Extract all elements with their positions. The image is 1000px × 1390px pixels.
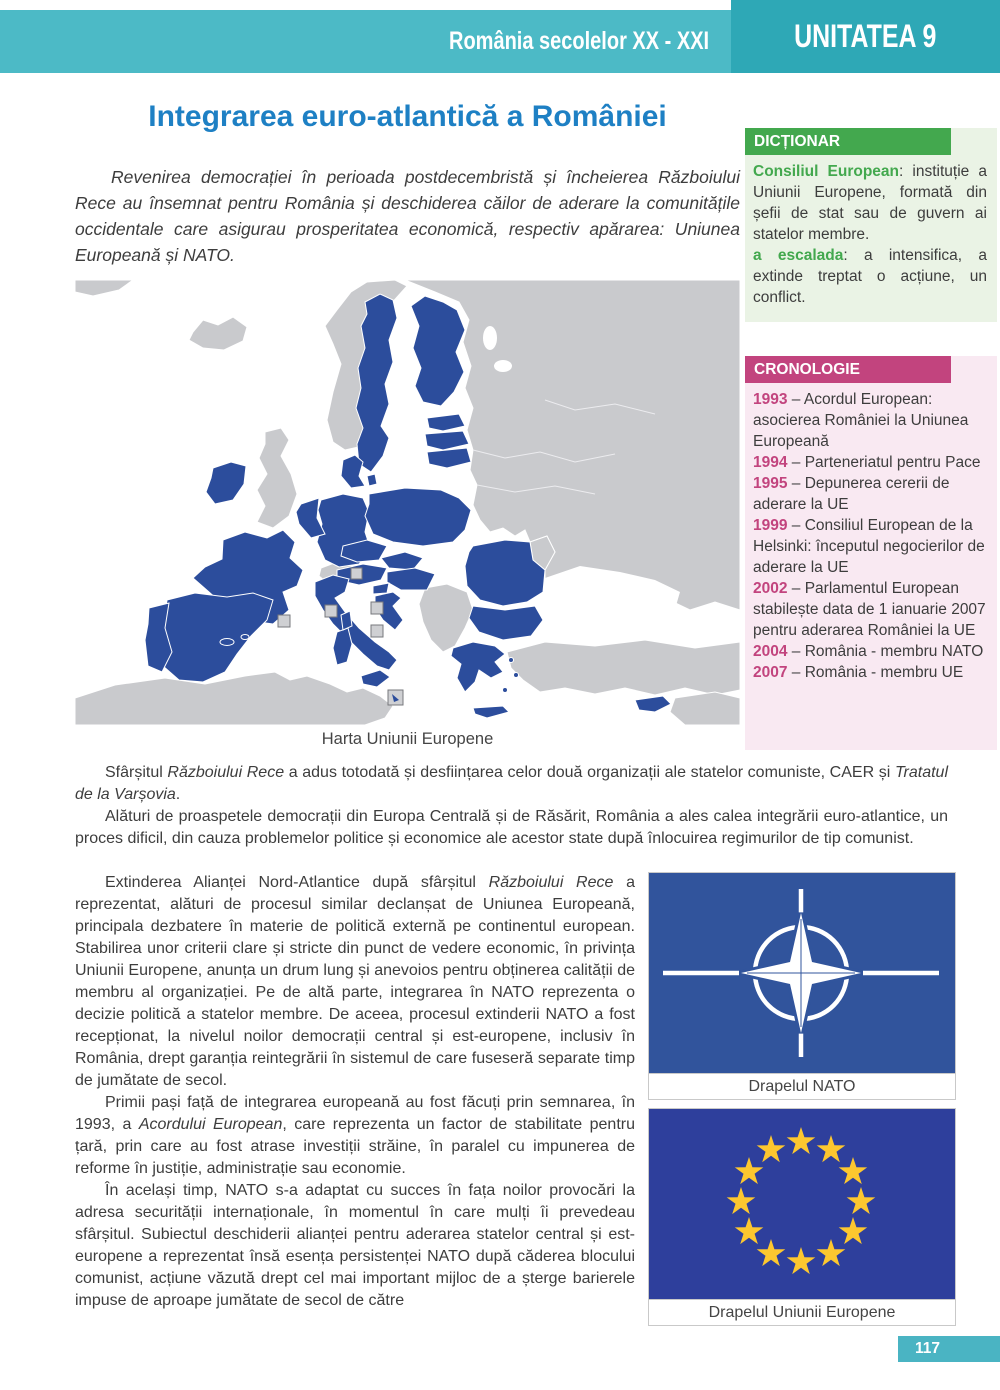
- dictionary-box: [745, 128, 997, 322]
- body-text-narrow: [75, 872, 635, 1312]
- nato-flag-image: [649, 873, 955, 1073]
- unit-badge: [731, 0, 1000, 73]
- paragraph: În același timp, NATO s-a adaptat cu succes în fața noilor provocări la adresa securității internaționale, în momentul în care mulți îi prevedeau sfârșitul. Subiectul deschiderii alianței pentru aderarea statelor central și est-europene a reprezentat însă esența persistenței NATO după căderea blocului comunist, acțiune văzută drept cel mai important mijloc de a șterge barierele impuse de aproape jumătate de secol de către: [75, 1182, 635, 1309]
- map-turkey: [507, 640, 740, 695]
- eu-flag-caption: Drapelul Uniunii Europene: [649, 1299, 955, 1325]
- nato-flag-figure: [648, 872, 956, 1100]
- unit-label: UNITATEA 9: [794, 18, 937, 54]
- chronology-entry: 1995 – Depunerea cererii de aderare la UE: [753, 475, 950, 513]
- map-corsica: [341, 611, 352, 630]
- chronology-title: CRONOLOGIE: [745, 356, 951, 383]
- paragraph: Extinderea Alianței Nord-Atlantice după sfârșitul Războiului Rece a reprezentat, alături de procesul similar declanșat de Uniunea Europeană, principala dezbatere în materie de politică externă pe continentul european. Stabilirea unor criterii clare și stricte din punct de vedere economic, în privința Uniunii Europene, anunța un drum lung și anevoios pentru obținerea calității de membru al organizației. Pe de altă parte, integrarea în NATO reprezenta o decizie politică a statelor membre. De aceea, procesul extinderii NATO a fost recepționat, la nivelul noilor democrații central și est-europene, inclusiv în România, drept garanția reintegrării în sistemul de care fuseseră separate timp de jumătate de secol.: [75, 874, 636, 1089]
- chronology-box: [745, 356, 997, 750]
- map-liechtenstein-marker: [351, 568, 362, 579]
- map-san-marino-marker: [371, 602, 383, 614]
- breadcrumb: România secolelor XX - XXI: [448, 27, 709, 55]
- dictionary-entries: [753, 161, 987, 308]
- chronology-entry: 2007 – România - membru UE: [753, 664, 964, 681]
- chronology-entry: 2002 – Parlamentul European stabilește data de 1 ianuarie 2007 pentru aderarea României la UE: [753, 580, 986, 639]
- eu-map-figure: [75, 280, 740, 758]
- map-vatican-marker: [371, 625, 383, 637]
- paragraph: Primii pași față de integrarea europeană au fost făcuți prin semnarea, în 1993, a Acordului European, care reprezenta un factor de stabilitate pentru țară, prin care au fost atrase investiții străine, în paralel cu impunerea de reforme în justiție, administrație sau economie.: [75, 1094, 636, 1177]
- paragraph: Sfârșitul Războiului Rece a adus totodată și desființarea celor două organizații ale statelor comuniste, CAER și Tratatul de la Varșovia.: [75, 764, 948, 803]
- header-band: [0, 10, 731, 73]
- chronology-entries: [753, 389, 987, 683]
- chronology-entry: 1993 – Acordul European: asocierea României la Uniunea Europeană: [753, 391, 969, 450]
- chronology-entry: 1999 – Consiliul European de la Helsinki: începutul negocierilor de aderare la UE: [753, 517, 985, 576]
- body-text-full: [75, 762, 948, 850]
- chronology-entry: 1994 – Parteneriatul pentru Pace: [753, 454, 981, 471]
- dictionary-entry: Consiliul European: instituție a Uniunii Europene, formată din șefii de stat sau de guvern ai statelor membre.: [753, 163, 988, 243]
- page-title: Integrarea euro-atlantică a României: [148, 100, 667, 133]
- map-monaco-marker: [325, 605, 337, 617]
- map-caption: Harta Uniunii Europene: [75, 730, 740, 749]
- intro-paragraph: Revenirea democrației în perioada postdecembristă și încheierea Războiului Rece au însemnat pentru România și deschiderea căilor de aderare la comunitățile occidentale care asigurau prosperitatea economică, respectiv apărarea: Uniunea Europeană și NATO.: [75, 167, 740, 265]
- chronology-entry: 2004 – România - membru NATO: [753, 643, 984, 660]
- map-andorra-marker: [278, 615, 290, 627]
- dictionary-entry: a escalada: a intensifica, a extinde treptat o acțiune, un conflict.: [753, 247, 987, 306]
- map-poland: [365, 488, 471, 546]
- paragraph: Alături de proaspetele democrații din Europa Centrală și de Răsărit, România a ales calea integrării euro-atlantice, un proces dificil, din cauza problemelor politice și economice ale acestor state după înlocuirea regimurilor de tip comunist.: [75, 808, 948, 847]
- map-levant: [670, 692, 740, 725]
- nato-flag-caption: Drapelul NATO: [649, 1073, 955, 1099]
- eu-flag-image: [649, 1109, 955, 1299]
- eu-flag-figure: [648, 1108, 956, 1326]
- eu-map-image: [75, 280, 740, 725]
- page-number: 117: [898, 1336, 1000, 1362]
- dictionary-title: DICȚIONAR: [745, 128, 951, 155]
